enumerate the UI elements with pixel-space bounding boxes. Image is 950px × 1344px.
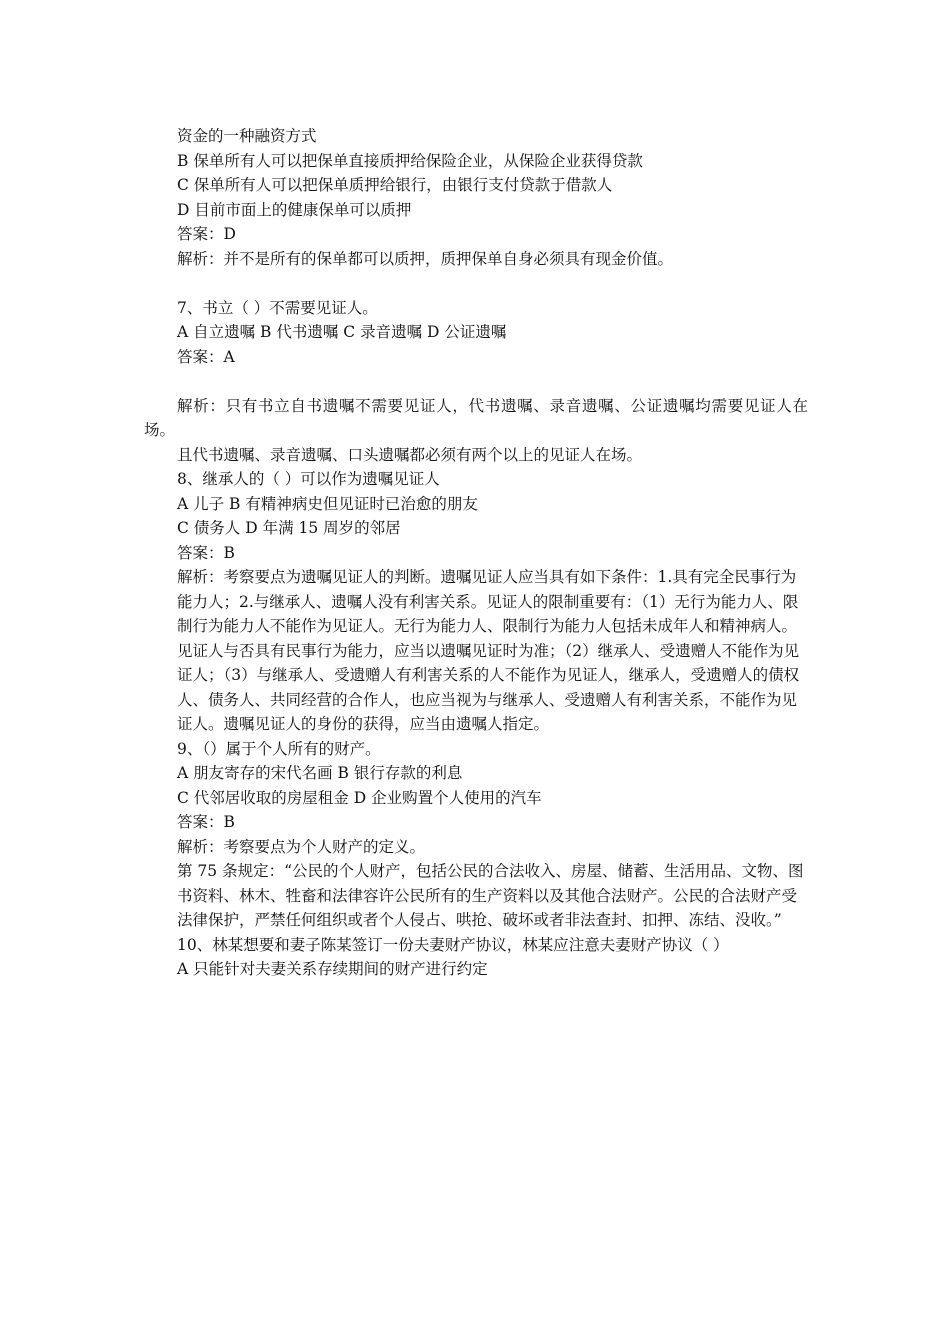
option-line: B 保单所有人可以把保单直接质押给保险企业，从保险企业获得贷款 xyxy=(177,151,643,170)
option-line: A 只能针对夫妻关系存续期间的财产进行约定 xyxy=(177,960,488,978)
question-10: 10、林某想要和妻子陈某签订一份夫妻财产协议，林某应注意夫妻财产协议（ ） xyxy=(177,935,729,954)
answer-line: 答案：B xyxy=(177,543,235,562)
option-line: A 儿子 B 有精神病史但见证时已治愈的朋友 xyxy=(177,494,478,513)
explanation-paragraph: 解析：考察要点为遗嘱见证人的判断。遗嘱见证人应当具有如下条件：1.具有完全民事行为 xyxy=(177,568,797,586)
explanation-line: 且代书遗嘱、录音遗嘱、口头遗嘱都必须有两个以上的见证人在场。 xyxy=(177,445,643,464)
text-line: 资金的一种融资方式 xyxy=(177,127,317,145)
option-line: D 目前市面上的健康保单可以质押 xyxy=(177,200,412,219)
explanation-paragraph: 法律保护，严禁任何组织或者个人侵占、哄抢、破坏或者非法查封、扣押、冻结、没收。” xyxy=(177,911,782,929)
answer-line: 答案：A xyxy=(177,347,235,366)
question-9: 9、（）属于个人所有的财产。 xyxy=(177,739,381,758)
explanation-line: 证人。遗嘱见证人的身份的获得，应当由遗嘱人指定。 xyxy=(177,715,550,733)
option-line: A 自立遗嘱 B 代书遗嘱 C 录音遗嘱 D 公证遗嘱 xyxy=(177,323,507,341)
explanation-line: 解析：考察要点为个人财产的定义。 xyxy=(177,837,426,856)
option-line: C 保单所有人可以把保单质押给银行，由银行支付贷款于借款人 xyxy=(177,176,613,194)
option-line: C 债务人 D 年满 15 周岁的邻居 xyxy=(177,519,401,537)
blank-line xyxy=(144,271,808,296)
explanation-paragraph: 见证人与否具有民事行为能力，应当以遗嘱见证时为准；（2）继承人、受遗赠人不能作为见 xyxy=(177,641,800,660)
question-7: 7、书立（ ）不需要见证人。 xyxy=(177,298,378,317)
explanation-paragraph: 解析：只有书立自书遗嘱不需要见证人，代书遗嘱、录音遗嘱、公证遗嘱均需要见证人在场。 xyxy=(144,396,808,439)
answer-line: 答案：B xyxy=(177,813,235,831)
document-body xyxy=(144,124,808,982)
explanation-paragraph: 第 75 条规定：“公民的个人财产，包括公民的合法收入、房屋、储蓄、生活用品、文物、图 xyxy=(177,862,804,880)
explanation-paragraph: 人、债务人、共同经营的合作人，也应当视为与继承人、受遗赠人有利害关系，不能作为见 xyxy=(177,690,798,709)
blank-line xyxy=(144,369,808,394)
explanation-paragraph: 书资料、林木、牲畜和法律容许公民所有的生产资料以及其他合法财产。公民的合法财产受 xyxy=(177,886,798,905)
option-line: A 朋友寄存的宋代名画 B 银行存款的利息 xyxy=(177,764,463,782)
explanation-line: 解析：并不是所有的保单都可以质押，质押保单自身必须具有现金价值。 xyxy=(177,249,674,268)
answer-line: 答案：D xyxy=(177,225,236,243)
explanation-paragraph: 能力人；2.与继承人、遗嘱人没有利害关系。见证人的限制重要有：（1）无行为能力人、限 xyxy=(177,592,799,611)
option-line: C 代邻居收取的房屋租金 D 企业购置个人使用的汽车 xyxy=(177,788,542,807)
explanation-paragraph: 制行为能力人不能作为见证人。无行为能力人、限制行为能力人包括未成年人和精神病人。 xyxy=(177,617,798,635)
question-8: 8、继承人的（ ）可以作为遗嘱见证人 xyxy=(177,470,440,488)
explanation-paragraph: 证人；（3）与继承人、受遗赠人有利害关系的人不能作为见证人，继承人，受遗赠人的债权 xyxy=(177,666,800,684)
